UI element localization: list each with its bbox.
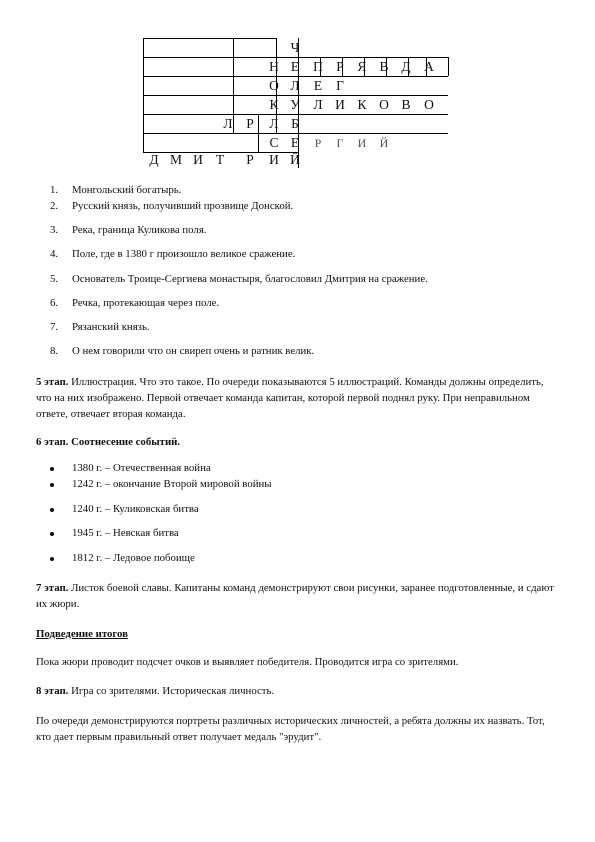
crossword-letter: С [269,135,279,150]
crossword-letter: И [335,97,345,112]
stage7-text: Листок боевой славы. Капитаны команд демонстрируют свои рисунки, заранее подготовленные, и сдают их жюри. [36,582,554,610]
crossword-letter: В [401,97,411,112]
summary-title: Подведение итогов [36,628,128,640]
crossword-letter: Л [269,116,279,131]
crossword-letter: Г [336,136,344,150]
stage7-title: 7 этап. [36,582,69,594]
crossword-letter: Д [401,59,411,74]
crossword-letter: Р [336,59,344,74]
crossword-letter: И [269,152,279,167]
crossword-letter: Т [215,152,225,167]
crossword-letter: Н [269,59,279,74]
crossword-letter: Е [290,135,300,150]
crossword-letter: М [169,152,182,167]
stage6-title: 6 этап. Соотнесение событий. [36,436,181,448]
crossword-letter: И [357,136,367,150]
summary-text: Пока жюри проводит подсчет очков и выявляет победителя. Проводится игра со зрителями. [36,656,459,668]
crossword-letter: Л [313,97,323,112]
bullet-icon [50,508,54,512]
stage5-paragraph [36,374,558,422]
stage7-paragraph [36,580,558,612]
crossword-letter: Л [290,78,300,93]
crossword-letter: В [379,59,389,74]
crossword-letter: Р [246,116,254,131]
crossword-letter: О [269,78,279,93]
bullet-icon [50,532,54,536]
crossword-letter: Г [336,78,344,93]
document-page: Ч Н Е П Р Я В Д А О Л Е Г К У Л И К О В О Л Р Л Б С Е Р Г И Й Д М И Т Р И Й 1. Монгольский богатырь. 2. Русский князь, получивший прозвище Донской. 3. Река, граница Куликова поля. 4. Поле, где в 1380 г произошло великое сражение. 5. Основатель Троице-Сергиева монастыря, благословил Дмитрия на сражение. 6. Речка, протекающая через поле. 7. Рязанский князь. 8. О нем говорили что он свиреп очень и ратник велик. 5 этап. Иллюстрация. Что это такое. По очереди показываются 5 иллюстраций. Команды должны определить, что на них изображено. Первой отвечает команда капитан, которой первой поднял руку. При неправильном ответе, отвечает вторая команда. 6 этап. Соотнесение событий. 1380 г. – Отечественная война 1242 г. – окончание Второй мировой войны 1240 г. – Куликовская битва 1945 г. – Невская битва 1812 г. – Ледовое побоище 7 этап. Листок боевой славы. Капитаны команд демонстрируют свои рисунки, заранее подготовленные, и сдают их жюри. Подведение итогов Пока жюри проводит подсчет очков и выявляет победителя. Проводится игра со зрителями. 8 этап. Игра со зрителями. Историческая личность. По очереди демонстрируются портреты различных исторических личностей, а ребята должны их назвать. Тот, кто дает первым правильный ответ получает медаль "эрудит". [0,0,595,842]
crossword-letter: И [193,152,203,167]
crossword-letter: К [357,97,367,112]
stage8-title: 8 этап. [36,685,69,697]
crossword-letter: А [424,59,434,74]
crossword-letter: О [379,97,389,112]
bullet-icon [50,467,54,471]
crossword-letter: Е [313,78,323,93]
crossword-letter: О [424,97,434,112]
stage8-heading: 8 этап. Игра со зрителями. Историческая личность. [36,685,275,697]
bullet-icon [50,483,54,487]
stage8-text: По очереди демонстрируются портреты различных исторических личностей, а ребята должны их назвать. Тот, кто дает первым правильный ответ получает медаль "эрудит". [36,715,545,743]
stage5-title: 5 этап. [36,376,69,388]
crossword-letter: П [313,59,323,74]
crossword-letter: Й [379,136,389,150]
crossword-letter: Я [357,59,367,74]
stage5-text: Иллюстрация. Что это такое. По очереди показываются 5 иллюстраций. Команды должны определить, что на них изображено. Первой отвечает команда капитан, которой первой поднял руку. При неправильном ответе, отвечает вторая команда. [36,376,544,420]
crossword-letter: Р [314,136,322,150]
crossword-letter: Е [290,59,300,74]
crossword-letter: К [269,97,279,112]
crossword-letter: У [290,97,300,112]
bullet-icon [50,557,54,561]
crossword-letter: Ч [290,40,300,55]
crossword-letter: Р [246,152,254,167]
crossword-letter: Й [290,152,300,167]
crossword-grid [143,38,448,168]
crossword-letter: Б [291,116,299,131]
crossword-letter: Л [223,116,233,131]
crossword-letter: Д [149,152,159,167]
